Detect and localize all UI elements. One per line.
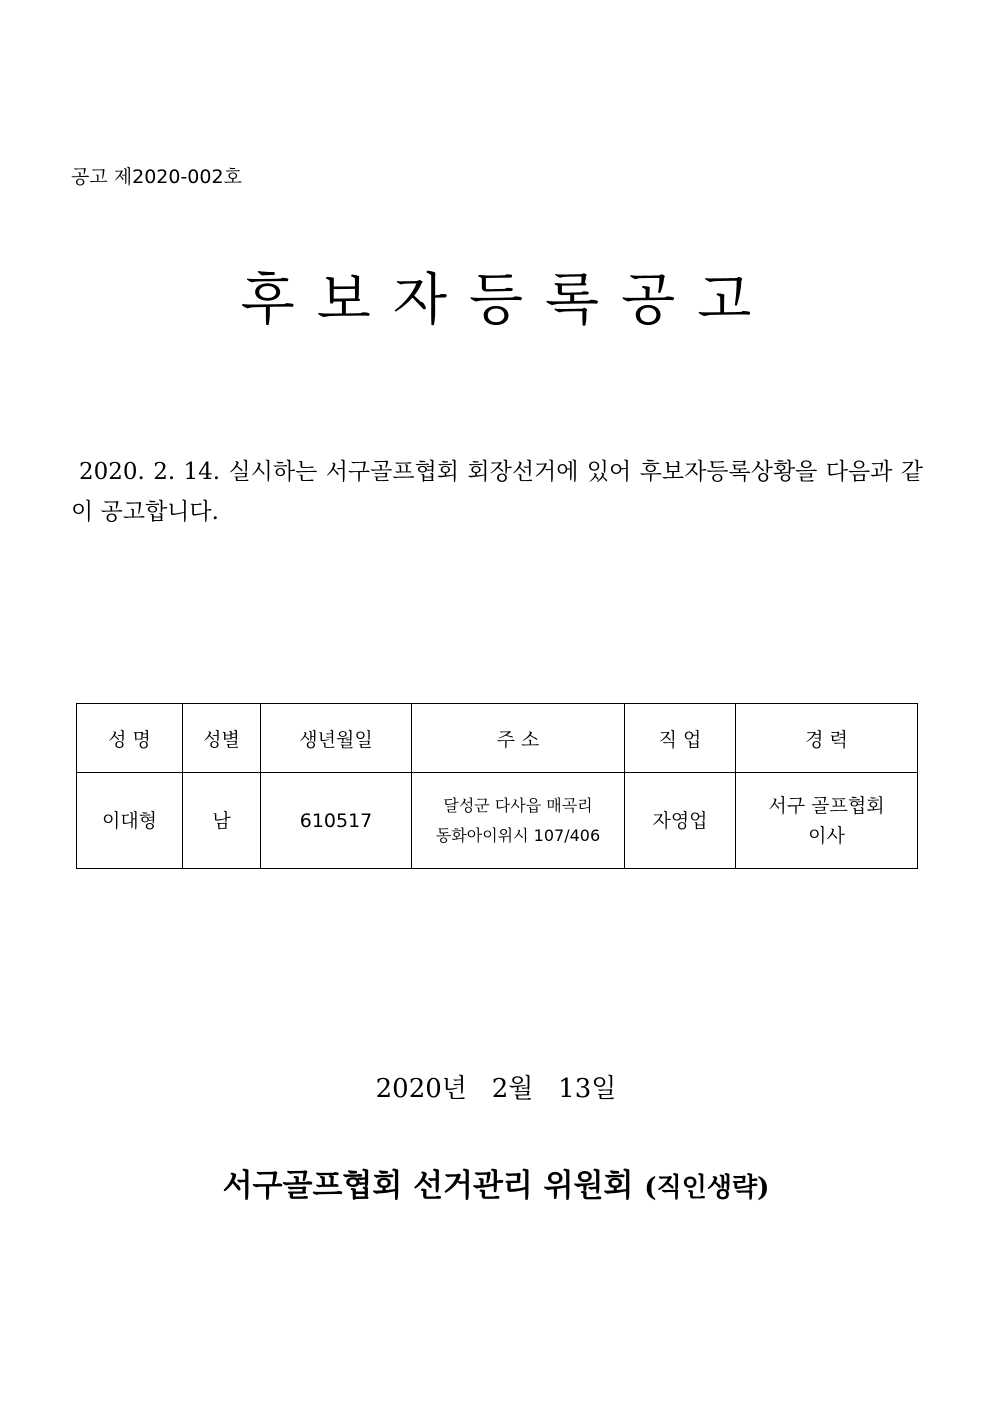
table-header-row: [77, 704, 918, 773]
table-row: [77, 773, 918, 869]
career-line-1: 서구 골프협회: [768, 794, 885, 817]
career-line-2: 이사: [808, 824, 845, 847]
header-occupation: 직 업: [625, 704, 736, 773]
cell-name: 이대형: [77, 773, 183, 869]
issuer-name: 서구골프협회 선거관리 위원회: [222, 1168, 634, 1204]
address-line-1: 달성군 다사읍 매곡리: [443, 795, 593, 815]
cell-address: [412, 773, 625, 869]
candidate-table: [76, 703, 918, 869]
issuer: [0, 1160, 992, 1205]
header-career: 경 력: [736, 704, 918, 773]
cell-occupation: 자영업: [625, 773, 736, 869]
notice-date: 2020년 2월 13일: [375, 1074, 617, 1104]
notice-body: 2020. 2. 14. 실시하는 서구골프협회 회장선거에 있어 후보자등록상황을 다음과 같이 공고합니다.: [71, 459, 923, 525]
header-birth-date: 생년월일: [261, 704, 412, 773]
cell-gender: 남: [183, 773, 261, 869]
cell-career: [736, 773, 918, 869]
document-title: 후보자등록공고: [240, 268, 774, 333]
header-address: 주 소: [412, 704, 625, 773]
header-name: 성 명: [77, 704, 183, 773]
address-line-2: 동화아이위시 107/406: [435, 825, 601, 845]
notice-number: 공고 제2020-002호: [71, 166, 242, 188]
header-gender: 성별: [183, 704, 261, 773]
cell-birth-date: 610517: [261, 773, 412, 869]
seal-note: (직인생략): [644, 1173, 770, 1203]
